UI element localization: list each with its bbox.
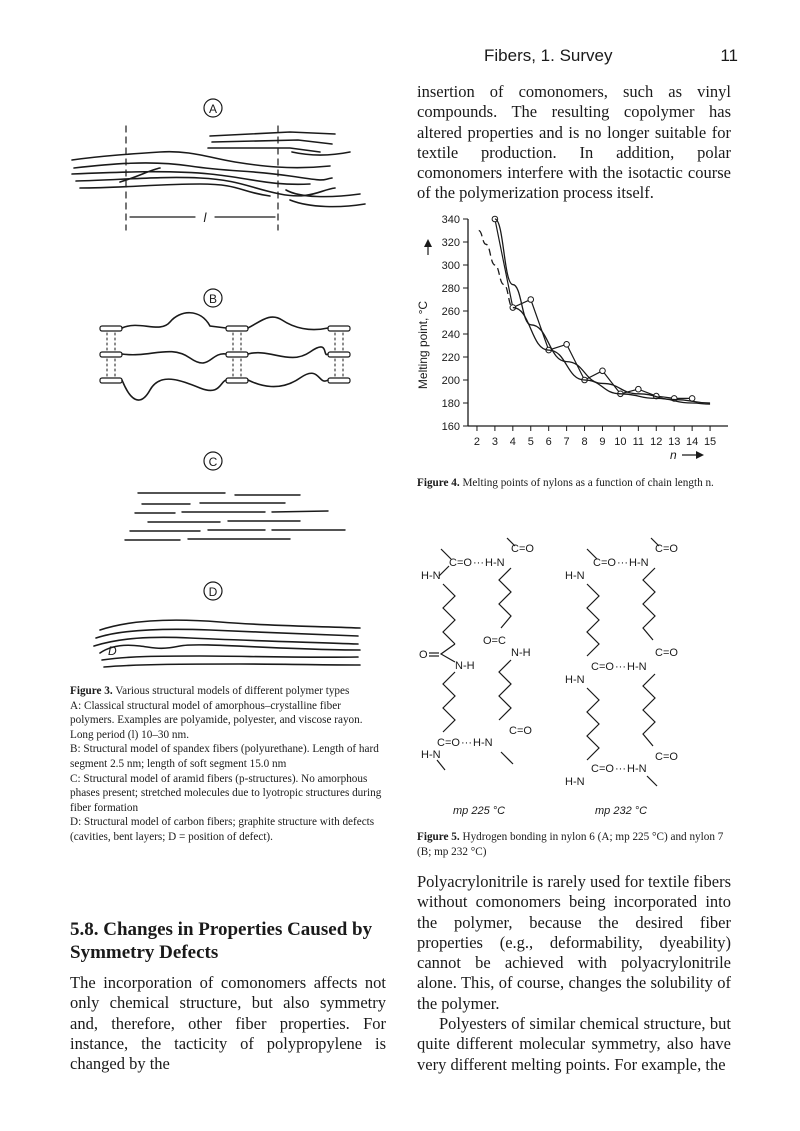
x-tick-label: 4	[509, 436, 516, 448]
figure-3-structural-models	[60, 90, 390, 670]
y-tick-label: 220	[441, 352, 460, 364]
panel-a-drawing	[72, 99, 365, 230]
panel-b-label: B	[208, 292, 218, 306]
data-point-marker	[564, 342, 570, 348]
figure-5-caption-label: Figure 5.	[417, 831, 460, 843]
figure-5-caption	[417, 830, 731, 859]
b-dots-mid: ···	[615, 661, 626, 673]
right-top-paragraph	[417, 82, 731, 204]
page-number: 11	[720, 46, 738, 65]
x-tick-label: 3	[491, 436, 498, 448]
figure-3-caption-d: D: Structural model of carbon fibers; graphite structure with defects (cavities, bent layers; D = position of defect).	[70, 816, 375, 843]
figure-4-caption-label: Figure 4.	[417, 477, 460, 489]
y-tick-label: 200	[441, 375, 460, 387]
y-tick-label: 340	[441, 214, 460, 226]
a-co-right-bottom: C=O	[509, 725, 532, 737]
a-hn-bottom: H-N	[473, 737, 493, 749]
y-tick-label: 320	[441, 237, 460, 249]
panel-d-drawing	[94, 582, 360, 667]
x-tick-label: 7	[563, 436, 570, 448]
chart-series	[479, 216, 710, 404]
y-tick-label: 160	[441, 421, 460, 433]
panel-b-drawing	[100, 289, 350, 400]
b-hn-bottom-left: H-N	[565, 776, 585, 788]
figure-3-caption-title: Various structural models of different polymer types	[115, 685, 350, 697]
figure-4-melting-point-chart	[410, 205, 740, 470]
y-tick-label: 240	[441, 329, 460, 341]
a-hn-top: H-N	[485, 557, 505, 569]
b-co-right-top: C=O	[655, 543, 678, 555]
panel-d-label: D	[208, 585, 218, 599]
figure-4-caption-text: Melting points of nylons as a function of chain length n.	[462, 477, 714, 489]
x-axis-arrowhead	[696, 451, 704, 459]
x-tick-label: 10	[614, 436, 627, 448]
panel-c-label: C	[208, 455, 218, 469]
right-bottom-paragraphs	[417, 872, 731, 1075]
x-tick-label: 9	[599, 436, 606, 448]
a-co-top: C=O	[449, 557, 472, 569]
y-tick-label: 300	[441, 260, 460, 272]
figure-3-caption-c: C: Structural model of aramid fibers (p-structures). No amorphous phases present; stretched molecules due to lyotropic structures during fiber formation	[70, 772, 382, 814]
b-co-mid: C=O	[591, 661, 614, 673]
a-oc-right: O=C	[483, 635, 506, 647]
structure-a-mp-label: mp 225 °C	[453, 805, 506, 817]
series-solid-upper	[495, 219, 710, 403]
figure-3-caption-label: Figure 3.	[70, 685, 113, 697]
b-co-right-bottom: C=O	[655, 751, 678, 763]
panel-c-drawing	[125, 452, 345, 540]
b-hn-bottom: H-N	[627, 763, 647, 775]
x-tick-label: 8	[581, 436, 588, 448]
a-nh-right: N-H	[511, 647, 531, 659]
b-co-bottom: C=O	[591, 763, 614, 775]
a-dots-bottom: ···	[461, 737, 472, 749]
structure-b-mp-label: mp 232 °C	[595, 805, 648, 817]
section-paragraph-text: The incorporation of comonomers affects not only chemical structure, but also symmetry and, therefore, other fiber properties. For instance, the tacticity of polypropylene is changed by the	[70, 973, 386, 1074]
x-tick-label: 11	[632, 436, 645, 448]
x-tick-label: 12	[650, 436, 663, 448]
b-dots-bottom: ···	[615, 763, 626, 775]
right-paragraph-2: Polyesters of similar chemical structure, but quite different molecular symmetry, also have very different melting points. For example, the	[417, 1014, 731, 1074]
structure-a	[419, 538, 534, 770]
a-hn-bottom-left: H-N	[421, 749, 441, 761]
defect-label: D	[108, 644, 117, 658]
right-paragraph-1: Polyacrylonitrile is rarely used for textile fibers without comonomers being incorporated into the polymer, because the desired fiber properties (e.g., deformability, dyeability) cannot be achieved with polyacrylonitrile alone. This, of course, changes the solubility of the polymer.	[417, 872, 731, 1013]
chart-axes	[424, 219, 728, 459]
y-tick-label: 180	[441, 398, 460, 410]
x-tick-label: 14	[686, 436, 699, 448]
x-tick-label: 15	[703, 436, 717, 448]
a-co-right-top: C=O	[511, 543, 534, 555]
a-dots-top: ···	[473, 557, 484, 569]
x-tick-label: 5	[527, 436, 534, 448]
b-co-top: C=O	[593, 557, 616, 569]
long-period-label: l	[203, 210, 207, 225]
series-dashed-curve	[479, 231, 513, 308]
data-point-marker	[528, 297, 534, 303]
y-axis-arrowhead	[424, 239, 432, 247]
a-nh-mid: N-H	[455, 660, 475, 672]
a-hn-left: H-N	[421, 570, 441, 582]
figure-4-caption	[417, 476, 731, 491]
structure-b	[565, 538, 678, 788]
x-tick-label: 6	[545, 436, 552, 448]
b-dots-top: ···	[617, 557, 628, 569]
y-tick-label: 260	[441, 306, 460, 318]
a-co-bottom: C=O	[437, 737, 460, 749]
figure-3-caption	[70, 684, 386, 845]
a-o-mid: O	[419, 649, 428, 661]
b-hn-mid: H-N	[627, 661, 647, 673]
figure-5-caption-text: Hydrogen bonding in nylon 6 (A; mp 225 °C) and nylon 7 (B; mp 232 °C)	[417, 831, 724, 858]
figure-3-caption-b: B: Structural model of spandex fibers (polyurethane). Length of hard segment 2.5 nm; length of soft segment 15.0 nm	[70, 743, 379, 770]
figure-5-hydrogen-bonding	[415, 532, 735, 822]
b-hn-top: H-N	[629, 557, 649, 569]
panel-a-label: A	[208, 102, 218, 116]
b-co-right-mid: C=O	[655, 647, 678, 659]
b-hn-left: H-N	[565, 570, 585, 582]
section-heading: 5.8. Changes in Properties Caused by Symmetry Defects	[70, 919, 373, 963]
b-hn-mid-left: H-N	[565, 674, 585, 686]
right-top-paragraph-text: insertion of comonomers, such as vinyl compounds. The resulting copolymer has altered properties and is no longer suitable for textile production. In addition, polar comonomers interfere with the isotactic course of the polymerization process itself.	[417, 82, 731, 203]
section-paragraph	[70, 973, 386, 1074]
running-header	[418, 44, 738, 72]
x-tick-label: 13	[668, 436, 681, 448]
data-point-marker	[600, 368, 606, 374]
figure-3-caption-a: A: Classical structural model of amorphous–crystalline fiber polymers. Examples are polyamide, polyester, and viscose rayon. Long period (l) 10–30 nm.	[70, 699, 363, 741]
series-solid-lower	[513, 308, 710, 405]
x-tick-label: 2	[473, 436, 481, 448]
y-tick-label: 280	[441, 283, 460, 295]
series-zigzag-line	[495, 219, 692, 398]
data-point-marker	[636, 386, 642, 392]
running-title: Fibers, 1. Survey	[484, 46, 613, 65]
chart-y-axis-label: Melting point, °C	[416, 300, 430, 390]
chart-ticks	[442, 214, 717, 448]
chart-x-axis-label: n	[670, 448, 677, 462]
